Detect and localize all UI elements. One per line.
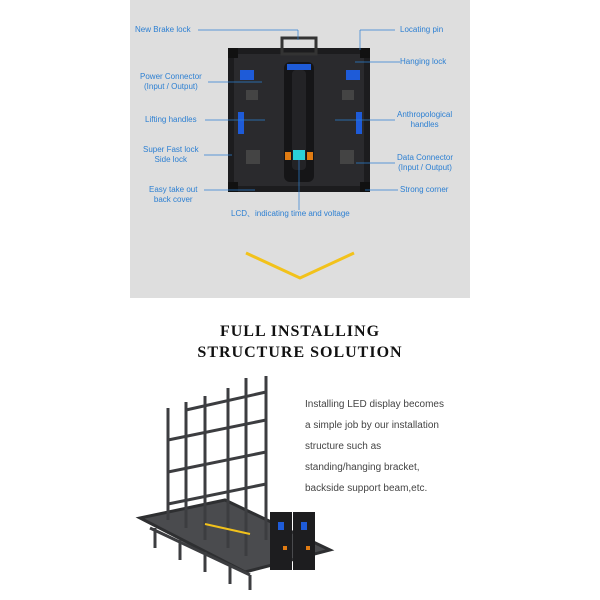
section-heading-line1: FULL INSTALLING bbox=[219, 323, 381, 340]
callout-strong-corner: Strong corner bbox=[400, 185, 449, 194]
callout-super-fast-lock: Super Fast lock Side lock bbox=[143, 145, 199, 164]
callout-lifting-handles: Lifting handles bbox=[145, 115, 197, 124]
description-line: backside support beam,etc. bbox=[305, 483, 428, 494]
callout-power-connector: Power Connector (Input / Output) bbox=[140, 72, 202, 91]
callout-locating-pin: Locating pin bbox=[400, 25, 444, 34]
section-heading-line2: STRUCTURE SOLUTION bbox=[197, 344, 403, 361]
callout-easy-take-out: Easy take out back cover bbox=[149, 185, 198, 204]
section-description bbox=[305, 394, 485, 499]
callout-data-connector: Data Connector (Input / Output) bbox=[397, 153, 454, 172]
description-line: standing/hanging bracket, bbox=[305, 462, 420, 473]
description-line: structure such as bbox=[305, 441, 382, 452]
description-line: a simple job by our installation bbox=[305, 420, 439, 431]
description-line: Installing LED display becomes bbox=[305, 399, 444, 410]
callout-new-brake-lock: New Brake lock bbox=[135, 25, 191, 34]
callout-anthropological-handles: Anthropological handles bbox=[397, 110, 453, 129]
callout-lcd: LCD、indicating time and voltage bbox=[231, 209, 350, 218]
callout-hanging-lock: Hanging lock bbox=[400, 57, 447, 66]
